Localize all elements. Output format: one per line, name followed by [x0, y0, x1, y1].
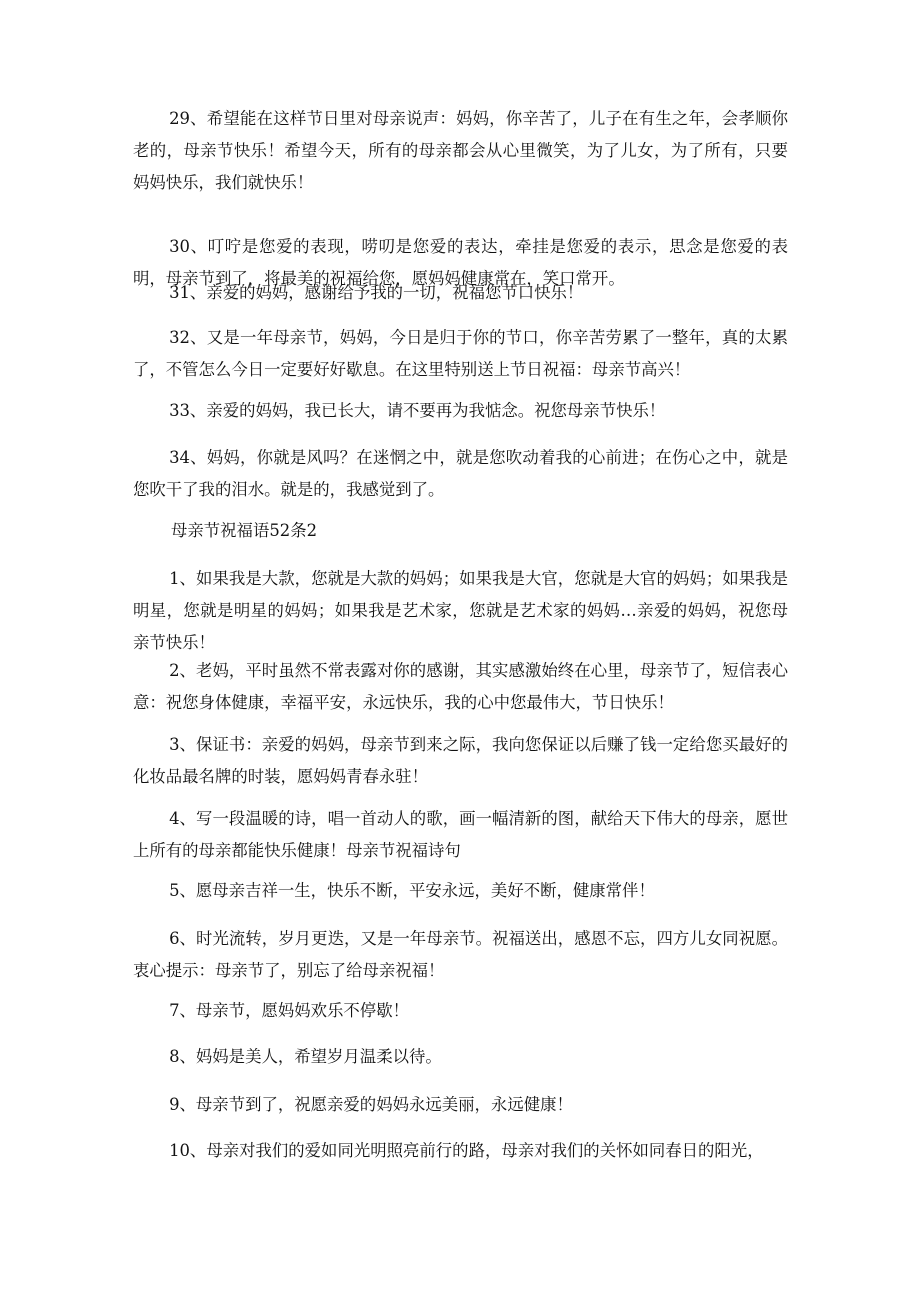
paragraph-9: 9、母亲节到了，祝愿亲爱的妈妈永远美丽，永远健康！ [169, 1095, 573, 1114]
paragraph-31: 31、亲爱的妈妈，感谢给予我的一切，祝福您节口快乐！ [169, 283, 584, 302]
paragraph-10: 10、母亲对我们的爱如同光明照亮前行的路，母亲对我们的关怀如同春日的阳光， [169, 1141, 764, 1160]
section-heading: 母亲节祝福语52条2 [171, 521, 318, 540]
paragraph-7: 7、母亲节，愿妈妈欢乐不停歇！ [169, 1001, 409, 1020]
paragraph-33: 33、亲爱的妈妈，我已长大，请不要再为我惦念。祝您母亲节快乐！ [169, 401, 666, 420]
paragraph-30: 30、叮咛是您爱的表现，唠叨是您爱的表达，牵挂是您爱的表示，思念是您爱的表明，母亲节到了，将最美的祝福给您，愿妈妈健康常在，笑口常开。 [133, 237, 788, 288]
paragraph-5: 5、愿母亲吉祥一生，快乐不断，平安永远，美好不断，健康常伴！ [169, 881, 655, 900]
paragraph-29: 29、希望能在这样节日里对母亲说声：妈妈，你辛苦了，儿子在有生之年，会孝顺你老的，母亲节快乐！希望今天，所有的母亲都会从心里微笑，为了儿女，为了所有，只要妈妈快乐，我们就快乐！ [133, 109, 788, 192]
paragraph-3: 3、保证书：亲爱的妈妈，母亲节到来之际，我向您保证以后赚了钱一定给您买最好的化妆品最名牌的时装，愿妈妈青春永驻！ [133, 735, 788, 786]
paragraph-8: 8、妈妈是美人，希望岁月温柔以待。 [169, 1047, 442, 1066]
paragraph-2: 2、老妈，平时虽然不常表露对你的感谢，其实感激始终在心里，母亲节了，短信表心意：祝您身体健康，幸福平安，永远快乐，我的心中您最伟大，节日快乐！ [133, 661, 788, 712]
paragraph-4: 4、写一段温暖的诗，唱一首动人的歌，画一幅清新的图，献给天下伟大的母亲，愿世上所有的母亲都能快乐健康！母亲节祝福诗句 [133, 809, 788, 860]
paragraph-34: 34、妈妈，你就是风吗？在迷惘之中，就是您吹动着我的心前进；在伤心之中，就是您吹干了我的泪水。就是的，我感觉到了。 [133, 448, 788, 499]
paragraph-32: 32、又是一年母亲节，妈妈，今日是归于你的节口，你辛苦劳累了一整年，真的太累了，不管怎么今日一定要好好歇息。在这里特别送上节日祝福：母亲节高兴！ [133, 328, 788, 379]
paragraph-6: 6、时光流转，岁月更迭，又是一年母亲节。祝福送出，感恩不忘，四方儿女同祝愿。衷心提示：母亲节了，别忘了给母亲祝福！ [133, 929, 788, 980]
paragraph-1: 1、如果我是大款，您就是大款的妈妈；如果我是大官，您就是大官的妈妈；如果我是明星，您就是明星的妈妈；如果我是艺术家，您就是艺术家的妈妈…亲爱的妈妈，祝您母亲节快乐！ [133, 569, 788, 652]
